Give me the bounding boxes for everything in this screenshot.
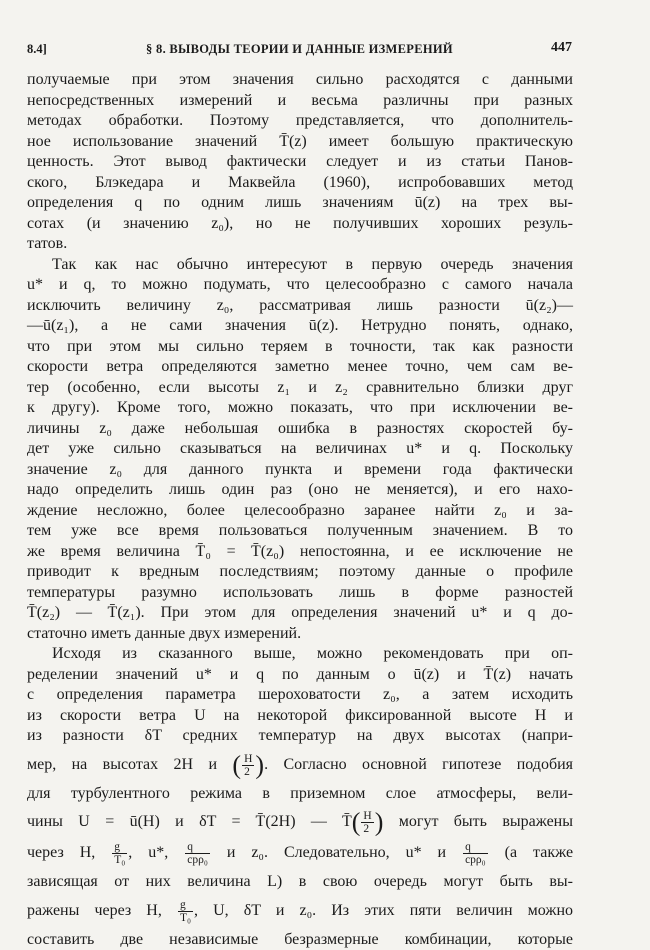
- text-line: Исходя из сказанного выше, можно рекомендовать при оп-: [27, 644, 573, 665]
- fraction: [178, 899, 193, 924]
- text-line: ределении значений u* и q по данным о ū(z) и T̄(z) начать: [27, 665, 573, 686]
- paragraph-3: [27, 644, 573, 950]
- numerator: g: [178, 899, 193, 912]
- text-line: статочно иметь данные двух измерений.: [27, 624, 573, 645]
- text-line: сотах (и значению z₀), но не получивших хороших резуль-: [27, 214, 573, 235]
- text-line: тер (особенно, если высоты z₁ и z₂ сравнительно близки друг: [27, 378, 573, 399]
- text-line: значение z₀ для данного пункта и времени года фактически: [27, 460, 573, 481]
- running-header: [27, 38, 572, 60]
- text-line: с определения параметра шероховатости z₀, а затем исходить: [27, 685, 573, 706]
- text-line: ное использование значений T̄(z) имеет большую практическую: [27, 132, 573, 153]
- bracket: (: [232, 750, 241, 779]
- main-text: [27, 70, 573, 950]
- text-line: температуры разумно использовать лишь в форме разностей: [27, 583, 573, 604]
- paragraph-2: [27, 255, 573, 645]
- denominator: T₀: [178, 912, 193, 924]
- text-line: зависящая от них величина L) в свою очередь могут быть вы-: [27, 872, 573, 893]
- denominator: cpρ₀: [463, 854, 488, 866]
- text-line: составить две независимые безразмерные комбинации, которые: [27, 930, 573, 950]
- text-line: —ū(z₁), а не сами значения ū(z). Нетрудно понять, однако,: [27, 316, 573, 337]
- formula-line: [27, 841, 573, 866]
- fraction: [185, 841, 210, 866]
- text-line: u* и q, то можно подумать, что целесообразно с самого начала: [27, 275, 573, 296]
- text-fragment: могут быть выражены: [399, 813, 573, 830]
- text-fragment: мер, на высотах 2H и: [27, 756, 217, 773]
- text-line: из скорости ветра U на некоторой фиксированной высоте H и: [27, 706, 573, 727]
- text-fragment: (а также: [505, 844, 573, 861]
- bracket: ): [255, 750, 264, 779]
- text-line: татов.: [27, 234, 573, 255]
- text-line: определения q по одним лишь значениям ū(z) на трех вы-: [27, 193, 573, 214]
- numerator: q: [463, 841, 488, 854]
- text-line: скорости ветра определяются заметно менее точно, чем сам ве-: [27, 357, 573, 378]
- text-fragment: и z₀. Следовательно, u* и: [227, 844, 446, 861]
- numerator: g: [112, 841, 127, 854]
- text-line: из разности δT средних температур на двух высотах (напри-: [27, 726, 573, 747]
- fraction: [463, 841, 488, 866]
- denominator: cpρ₀: [185, 854, 210, 866]
- text-line: ского, Блэкедара и Маквейла (1960), испробовавших метод: [27, 173, 573, 194]
- page-number: 447: [551, 40, 572, 56]
- formula-line: [27, 899, 573, 924]
- text-line: личины z₀ даже небольшая ошибка в разностях скоростей бу-: [27, 419, 573, 440]
- text-line: получаемые при этом значения сильно расходятся с данными: [27, 70, 573, 91]
- fraction: [361, 810, 373, 835]
- text-line: ценность. Этот вывод фактически следует и из статьи Панов-: [27, 152, 573, 173]
- paragraph-1: [27, 70, 573, 255]
- bracket: ): [375, 808, 384, 837]
- denominator: T₀: [112, 854, 127, 866]
- text-line: дет уже сильно сказываться на величинах u* и q. Поскольку: [27, 439, 573, 460]
- denominator: 2: [361, 823, 373, 835]
- text-line: T̄(z₂) — T̄(z₁). При этом для определения значений u* и q до-: [27, 603, 573, 624]
- bracket: (: [352, 808, 361, 837]
- formula-line: [27, 810, 573, 835]
- text-line: же время величина T̄₀ = T̄(z₀) непостоянна, и ее исключение не: [27, 542, 573, 563]
- text-fragment: , u*,: [128, 844, 168, 861]
- text-fragment: через H,: [27, 844, 95, 861]
- text-line: ждение несложно, более целесообразно заранее найти z₀ и за-: [27, 501, 573, 522]
- text-line: что при этом мы сильно теряем в точности, так как разности: [27, 337, 573, 358]
- text-fragment: ражены через H,: [27, 902, 162, 919]
- text-line: тем уже все время пользоваться полученным значением. В то: [27, 521, 573, 542]
- numerator: H: [242, 753, 254, 766]
- text-line: исключить величину z₀, рассматривая лишь разности ū(z₂)—: [27, 296, 573, 317]
- numerator: H: [361, 810, 373, 823]
- text-line: к другу). Кроме того, можно показать, что при исключении ве-: [27, 398, 573, 419]
- text-line: Так как нас обычно интересуют в первую очередь значения: [27, 255, 573, 276]
- text-line: для турбулентного режима в приземном слое атмосферы, вели-: [27, 784, 573, 805]
- text-line: надо определить лишь один раз (оно не меняется), и его нахо-: [27, 480, 573, 501]
- fraction: [112, 841, 127, 866]
- formula-line: [27, 753, 573, 778]
- section-number: 8.4]: [27, 42, 47, 57]
- text-fragment: . Согласно основной гипотезе подобия: [264, 756, 573, 773]
- denominator: 2: [242, 766, 254, 778]
- text-line: непосредственных измерений и весьма различны при разных: [27, 91, 573, 112]
- numerator: q: [185, 841, 210, 854]
- chapter-title: § 8. ВЫВОДЫ ТЕОРИИ И ДАННЫЕ ИЗМЕРЕНИЙ: [27, 42, 572, 57]
- fraction: [242, 753, 254, 778]
- text-fragment: , U, δT и z₀. Из этих пяти величин можно: [194, 902, 573, 919]
- text-line: методах обработки. Поэтому представляется, что дополнитель-: [27, 111, 573, 132]
- text-fragment: чины U = ū(H) и δT = T̄(2H) — T̄: [27, 813, 352, 830]
- text-line: приводит к вредным последствиям; поэтому данные о профиле: [27, 562, 573, 583]
